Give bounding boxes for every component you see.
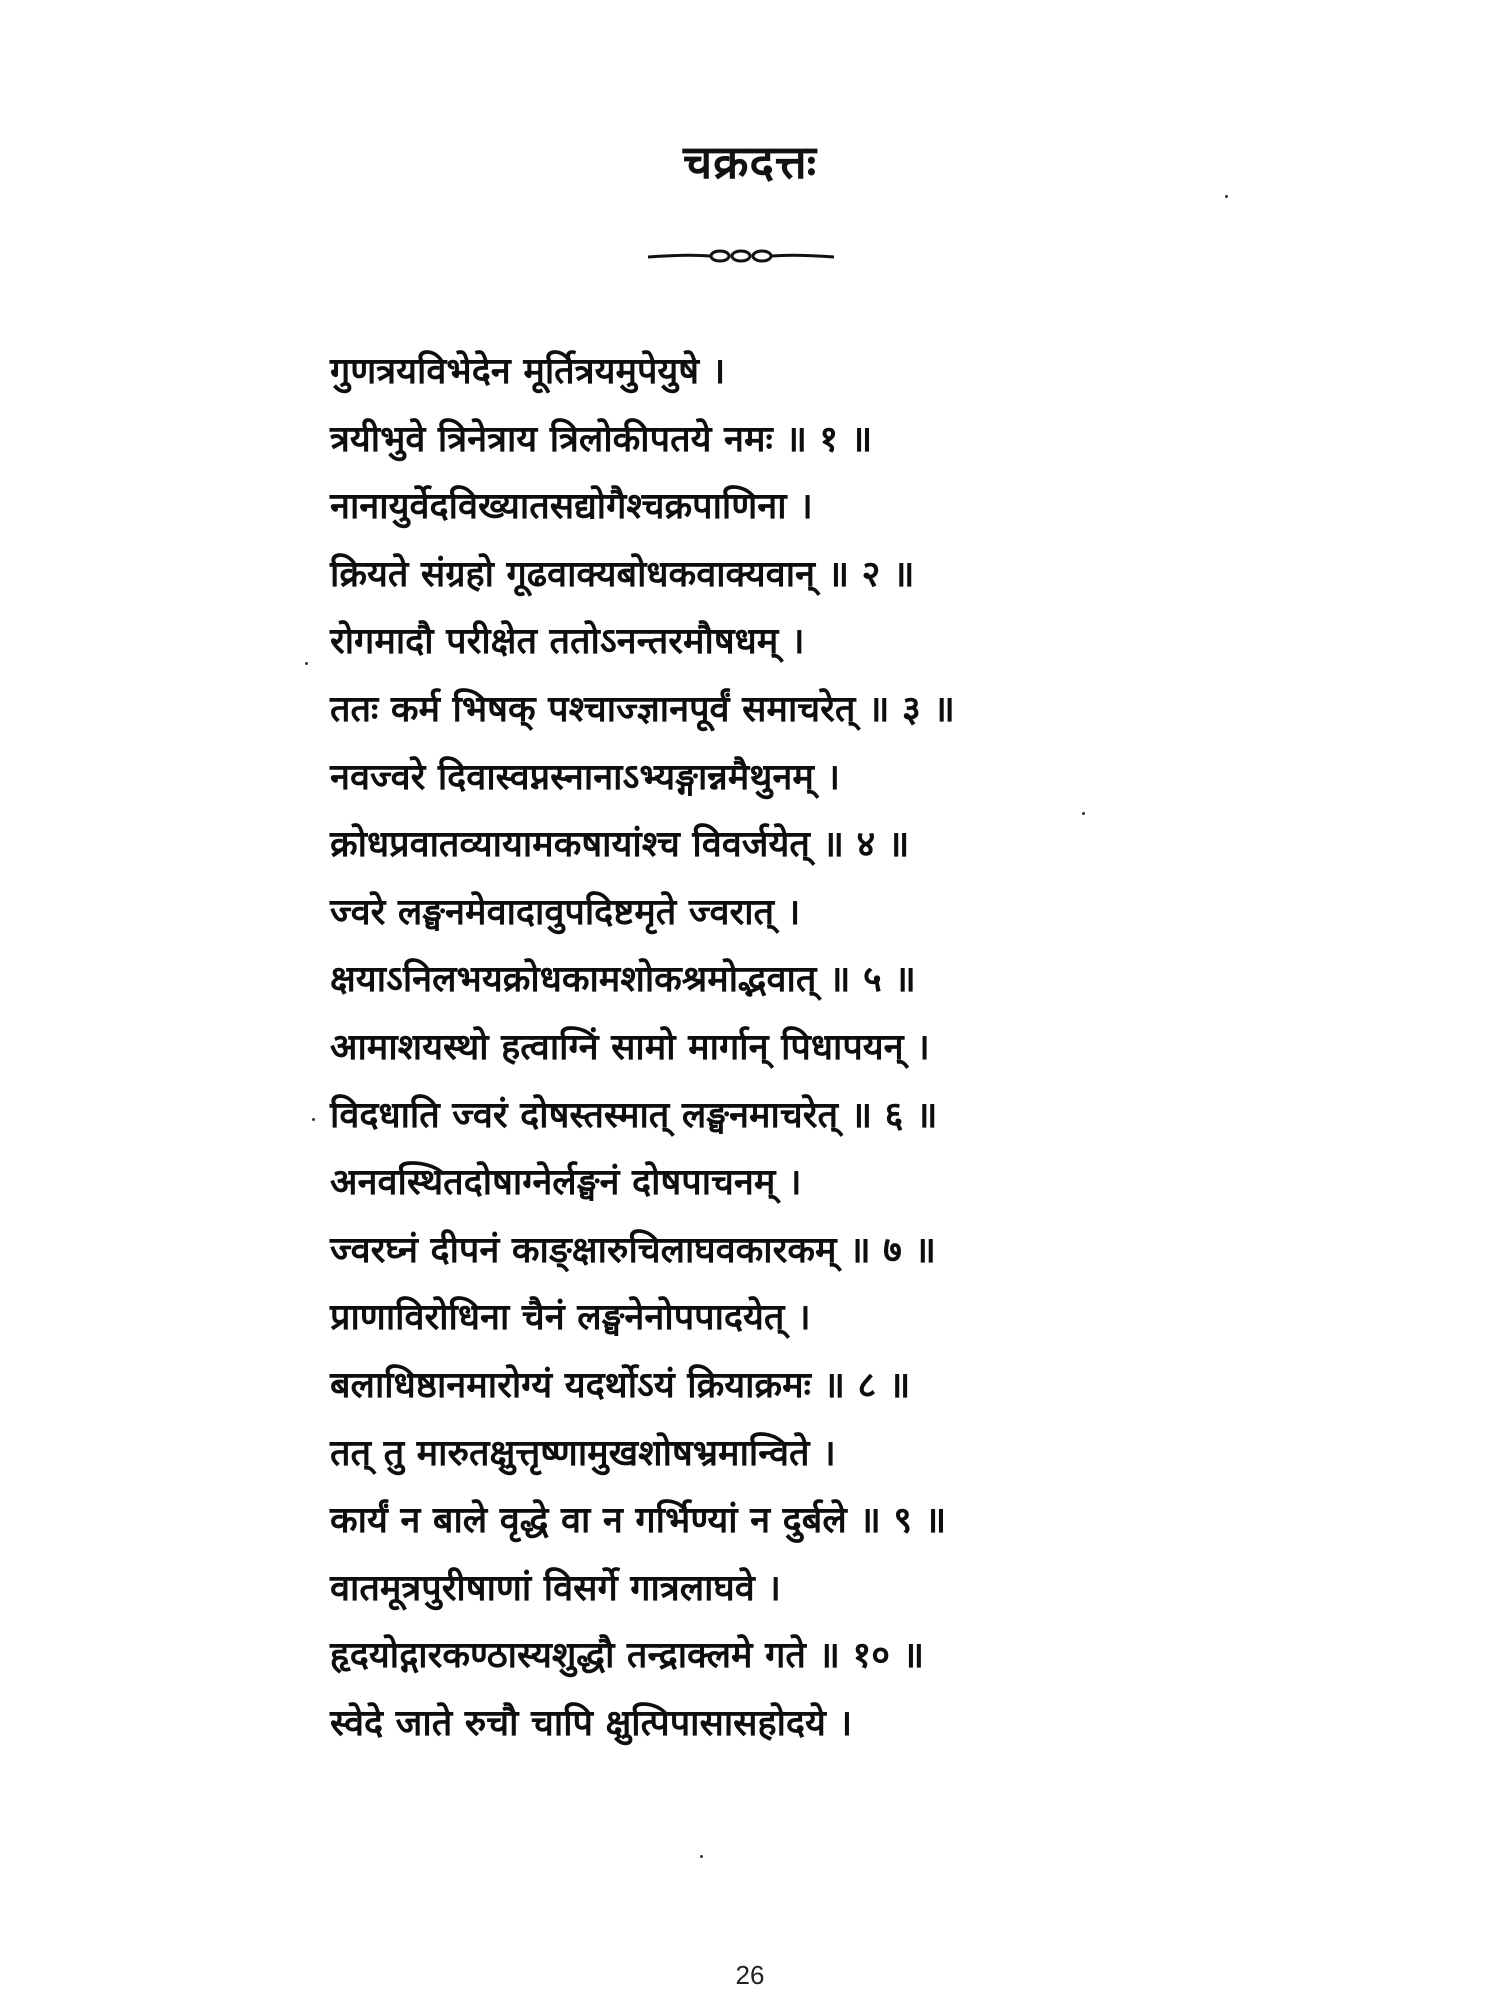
verse-line: नवज्वरे दिवास्वप्नस्नानाऽभ्यङ्गान्नमैथुनम् ।	[330, 755, 841, 798]
verse-line: स्वेदे जाते रुचौ चापि क्षुत्पिपासासहोदये ।	[330, 1701, 853, 1744]
page-number: 26	[735, 1960, 765, 1990]
verse-line: ततः कर्म भिषक् पश्चाज्ज्ञानपूर्वं समाचरेत् ॥ ३ ॥	[330, 687, 955, 730]
verse-line: रोगमादौ परीक्षेत ततोऽनन्तरमौषधम् ।	[330, 620, 805, 663]
verse-line: वातमूत्रपुरीषाणां विसर्गे गात्रलाघवे ।	[330, 1566, 781, 1609]
verse-line: प्राणाविरोधिना चैनं लङ्घनेनोपपादयेत् ।	[330, 1296, 811, 1339]
verse-line: क्रोधप्रवातव्यायामकषायांश्च विवर्जयेत् ॥ ४ ॥	[330, 823, 910, 866]
scan-speck	[305, 662, 308, 665]
verse-line: हृदयोद्गारकण्ठास्यशुद्धौ तन्द्राक्लमे गते ॥ १० ॥	[330, 1634, 925, 1677]
verse-line: नानायुर्वेदविख्यातसद्योगैश्चक्रपाणिना ।	[330, 485, 813, 528]
verse-list	[330, 338, 1330, 1757]
page-heading: चक्रदत्तः	[682, 135, 818, 189]
scan-speck	[700, 1855, 703, 1858]
verse-line: गुणत्रयविभेदेन मूर्तित्रयमुपेयुषे ।	[330, 350, 726, 392]
verse-line: त्रयीभुवे त्रिनेत्राय त्रिलोकीपतये नमः ॥ १ ॥	[330, 417, 873, 460]
verse-line: क्रियते संग्रहो गूढवाक्यबोधकवाक्यवान् ॥ २ ॥	[330, 552, 915, 595]
verse-line: आमाशयस्थो हत्वाग्निं सामो मार्गान् पिधापयन् ।	[330, 1025, 930, 1068]
verse-line: कार्यं न बाले वृद्धे वा न गर्भिण्यां न दुर्बले ॥ ९ ॥	[330, 1499, 947, 1542]
verse-line: बलाधिष्ठानमारोग्यं यदर्थोऽयं क्रियाक्रमः ॥ ८ ॥	[330, 1363, 911, 1406]
scan-speck	[1225, 195, 1228, 198]
verse-line: ज्वरघ्नं दीपनं काङ्क्षारुचिलाघवकारकम् ॥ ७ ॥	[330, 1228, 936, 1271]
heading-ornament	[648, 248, 834, 264]
scan-speck	[312, 1118, 315, 1121]
verse-line: विदधाति ज्वरं दोषस्तस्मात् लङ्घनमाचरेत् ॥ ६ ॥	[330, 1093, 938, 1136]
verse-line: ज्वरे लङ्घनमेवादावुपदिष्टमृते ज्वरात् ।	[330, 890, 801, 933]
verse-line: तत् तु मारुतक्षुत्तृष्णामुखशोषभ्रमान्विते ।	[330, 1431, 836, 1474]
scan-speck	[1082, 812, 1085, 815]
verse-line: क्षयाऽनिलभयक्रोधकामशोकश्रमोद्भवात् ॥ ५ ॥	[330, 958, 916, 1001]
verse-line: अनवस्थितदोषाग्नेर्लङ्घनं दोषपाचनम् ।	[330, 1161, 802, 1204]
